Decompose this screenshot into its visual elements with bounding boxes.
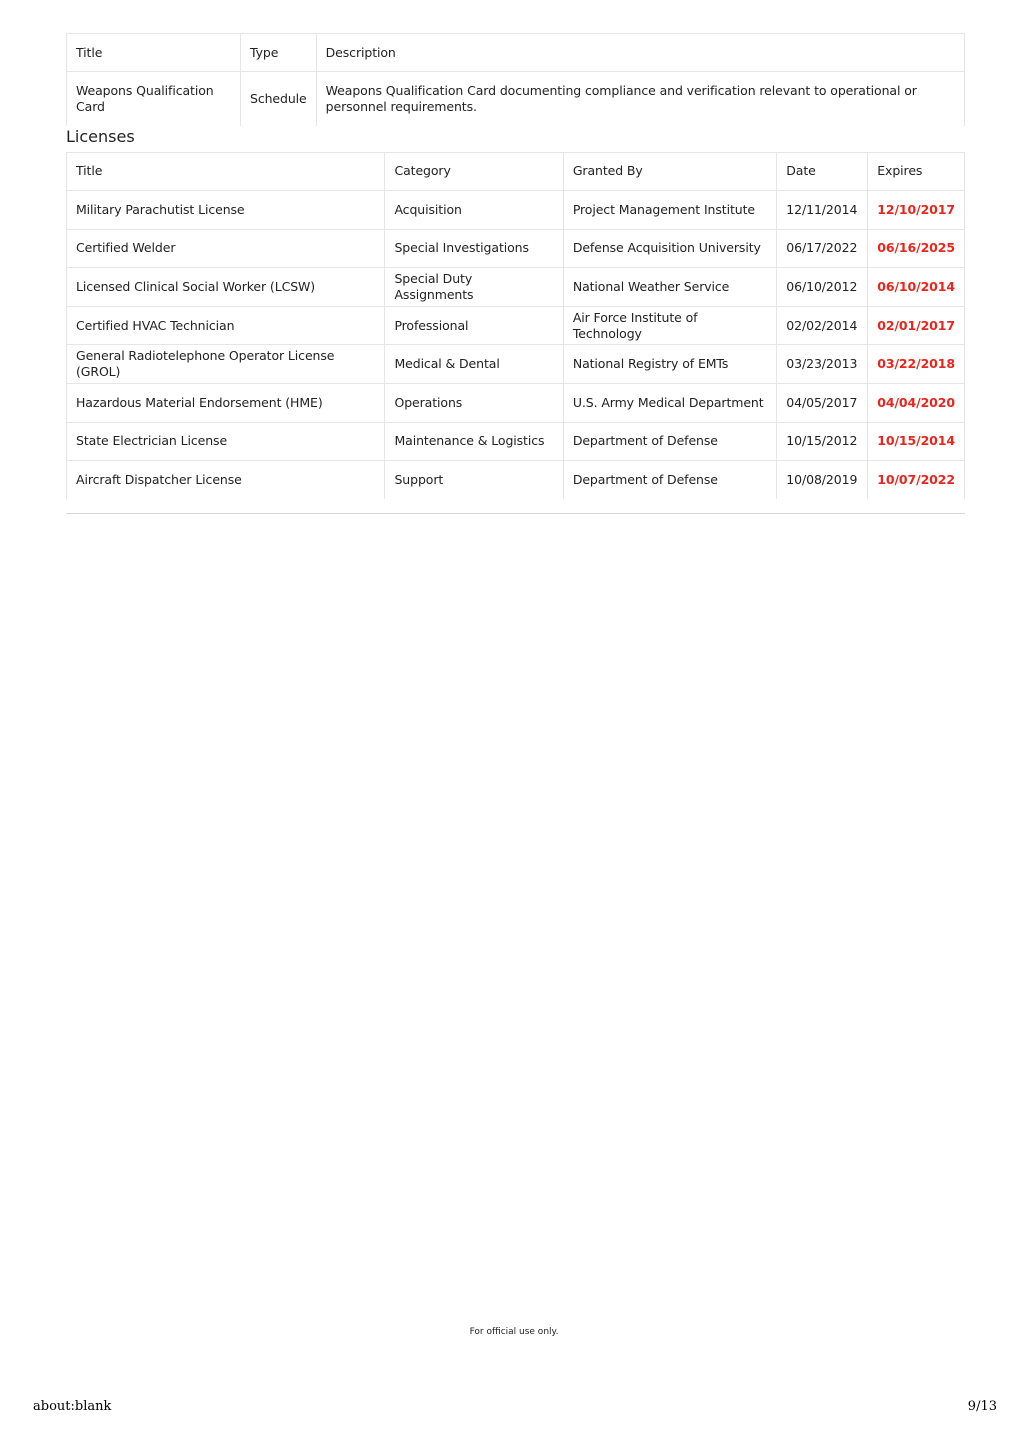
table-row xyxy=(67,229,965,268)
license-title: General Radiotelephone Operator License (GROL) xyxy=(67,345,385,384)
license-expires: 12/10/2017 xyxy=(868,191,965,230)
document-description: Weapons Qualification Card documenting compliance and verification relevant to operational or personnel requirements. xyxy=(316,72,964,126)
table-row xyxy=(67,345,965,384)
license-expires: 04/04/2020 xyxy=(868,384,965,423)
license-date: 10/15/2012 xyxy=(777,422,868,461)
license-granted-by: Department of Defense xyxy=(563,461,776,500)
licenses-table xyxy=(66,152,965,500)
license-category: Special Duty Assignments xyxy=(385,268,563,307)
page-content xyxy=(66,33,965,514)
table-row xyxy=(67,384,965,423)
licenses-header-row xyxy=(67,152,965,191)
documents-header-type: Type xyxy=(241,34,317,72)
page-number: 9/13 xyxy=(967,1399,997,1414)
license-expires: 06/10/2014 xyxy=(868,268,965,307)
licenses-header-title: Title xyxy=(67,152,385,191)
documents-table xyxy=(66,33,965,126)
licenses-header-granted-by: Granted By xyxy=(563,152,776,191)
license-title: Certified HVAC Technician xyxy=(67,306,385,345)
official-use-note: For official use only. xyxy=(469,1327,559,1337)
print-url: about:blank xyxy=(33,1399,112,1414)
section-divider xyxy=(66,513,965,514)
license-category: Professional xyxy=(385,306,563,345)
document-type: Schedule xyxy=(241,72,317,126)
licenses-header-date: Date xyxy=(777,152,868,191)
table-row xyxy=(67,306,965,345)
licenses-header-expires: Expires xyxy=(868,152,965,191)
license-title: Certified Welder xyxy=(67,229,385,268)
documents-header-row xyxy=(67,34,965,72)
license-date: 03/23/2013 xyxy=(777,345,868,384)
license-date: 12/11/2014 xyxy=(777,191,868,230)
license-title: Licensed Clinical Social Worker (LCSW) xyxy=(67,268,385,307)
license-category: Maintenance & Logistics xyxy=(385,422,563,461)
license-granted-by: Department of Defense xyxy=(563,422,776,461)
license-title: Military Parachutist License xyxy=(67,191,385,230)
licenses-header-category: Category xyxy=(385,152,563,191)
license-title: Aircraft Dispatcher License xyxy=(67,461,385,500)
table-row xyxy=(67,422,965,461)
table-row xyxy=(67,268,965,307)
license-category: Operations xyxy=(385,384,563,423)
license-granted-by: U.S. Army Medical Department xyxy=(563,384,776,423)
table-row xyxy=(67,191,965,230)
license-date: 06/10/2012 xyxy=(777,268,868,307)
license-granted-by: Air Force Institute of Technology xyxy=(563,306,776,345)
license-date: 02/02/2014 xyxy=(777,306,868,345)
license-title: Hazardous Material Endorsement (HME) xyxy=(67,384,385,423)
license-date: 04/05/2017 xyxy=(777,384,868,423)
license-expires: 06/16/2025 xyxy=(868,229,965,268)
license-granted-by: Project Management Institute xyxy=(563,191,776,230)
table-row xyxy=(67,72,965,126)
license-expires: 03/22/2018 xyxy=(868,345,965,384)
license-category: Acquisition xyxy=(385,191,563,230)
license-date: 06/17/2022 xyxy=(777,229,868,268)
license-category: Support xyxy=(385,461,563,500)
license-granted-by: National Registry of EMTs xyxy=(563,345,776,384)
license-expires: 10/15/2014 xyxy=(868,422,965,461)
licenses-section-title: Licenses xyxy=(66,126,135,146)
documents-header-description: Description xyxy=(316,34,964,72)
license-category: Medical & Dental xyxy=(385,345,563,384)
table-row xyxy=(67,461,965,500)
license-title: State Electrician License xyxy=(67,422,385,461)
license-expires: 10/07/2022 xyxy=(868,461,965,500)
license-expires: 02/01/2017 xyxy=(868,306,965,345)
document-title: Weapons Qualification Card xyxy=(67,72,241,126)
license-granted-by: Defense Acquisition University xyxy=(563,229,776,268)
documents-header-title: Title xyxy=(67,34,241,72)
license-granted-by: National Weather Service xyxy=(563,268,776,307)
license-category: Special Investigations xyxy=(385,229,563,268)
license-date: 10/08/2019 xyxy=(777,461,868,500)
